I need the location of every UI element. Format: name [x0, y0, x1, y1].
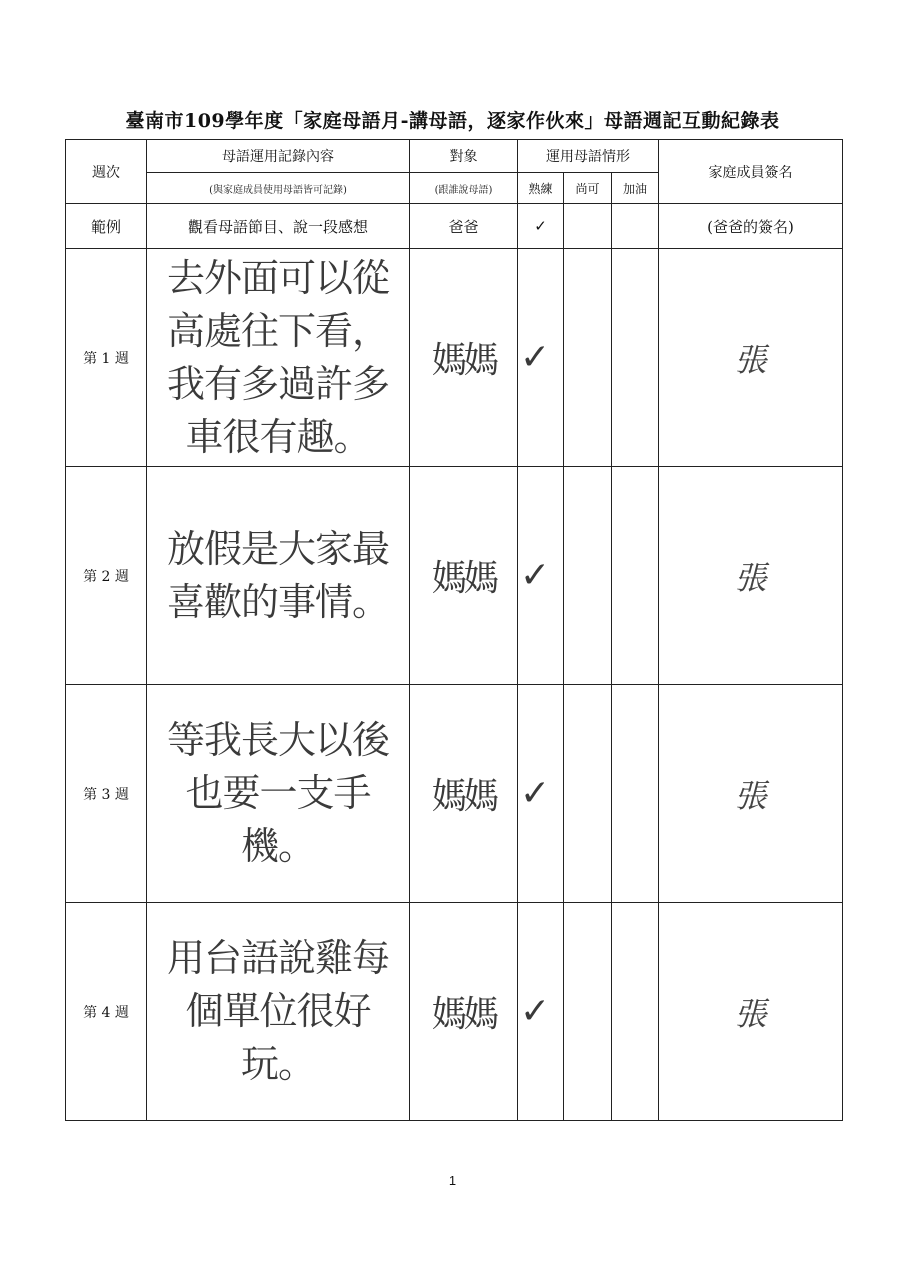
- effort-cell: [612, 249, 659, 467]
- week-row: [66, 249, 843, 467]
- page-number: 1: [448, 1173, 457, 1188]
- ok-cell: [564, 685, 612, 903]
- week-row: [66, 467, 843, 685]
- fluent-check: ✓: [518, 685, 564, 903]
- effort-cell: [612, 467, 659, 685]
- example-fluent-check: ✓: [518, 204, 564, 249]
- week-label: 第 4 週: [66, 903, 147, 1121]
- fluent-header: 熟練: [518, 173, 564, 204]
- example-label: 範例: [66, 204, 147, 249]
- effort-header: 加油: [612, 173, 659, 204]
- page-title: 臺南市109學年度「家庭母語月-講母語，逐家作伙來」母語週記互動紀錄表: [125, 110, 780, 132]
- ok-cell: [564, 467, 612, 685]
- week-label: 第 3 週: [66, 685, 147, 903]
- target-header: 對象: [410, 140, 518, 173]
- content-header: 母語運用記錄內容: [147, 140, 410, 173]
- week-content: 等我長大以後也要一支手機。: [147, 685, 410, 903]
- ok-header: 尚可: [564, 173, 612, 204]
- example-signature: (爸爸的簽名): [659, 204, 843, 249]
- fluent-check: ✓: [518, 467, 564, 685]
- example-row: [66, 204, 843, 249]
- signature-header: 家庭成員簽名: [659, 140, 843, 204]
- content-note: (與家庭成員使用母語皆可記錄): [147, 173, 410, 204]
- example-target: 爸爸: [410, 204, 518, 249]
- week-content: 去外面可以從高處往下看，我有多過許多車很有趣。: [147, 249, 410, 467]
- example-effort-cell: [612, 204, 659, 249]
- week-label: 第 2 週: [66, 467, 147, 685]
- week-content: 放假是大家最喜歡的事情。: [147, 467, 410, 685]
- fluent-check: ✓: [518, 249, 564, 467]
- ok-cell: [564, 903, 612, 1121]
- week-label: 第 1 週: [66, 249, 147, 467]
- week-target: 媽媽: [410, 685, 518, 903]
- example-content: 觀看母語節目、說一段感想: [147, 204, 410, 249]
- record-table: [65, 139, 843, 1121]
- effort-cell: [612, 685, 659, 903]
- effort-cell: [612, 903, 659, 1121]
- signature-cell: 張: [659, 467, 843, 685]
- week-row: [66, 903, 843, 1121]
- signature-cell: 張: [659, 903, 843, 1121]
- example-ok-cell: [564, 204, 612, 249]
- ok-cell: [564, 249, 612, 467]
- week-target: 媽媽: [410, 467, 518, 685]
- week-target: 媽媽: [410, 903, 518, 1121]
- week-content: 用台語說雞每個單位很好玩。: [147, 903, 410, 1121]
- week-row: [66, 685, 843, 903]
- usage-header: 運用母語情形: [518, 140, 659, 173]
- week-target: 媽媽: [410, 249, 518, 467]
- signature-cell: 張: [659, 685, 843, 903]
- fluent-check: ✓: [518, 903, 564, 1121]
- target-note: (跟誰說母語): [410, 173, 518, 204]
- signature-cell: 張: [659, 249, 843, 467]
- header-row-top: [66, 140, 843, 173]
- week-header: 週次: [66, 140, 147, 204]
